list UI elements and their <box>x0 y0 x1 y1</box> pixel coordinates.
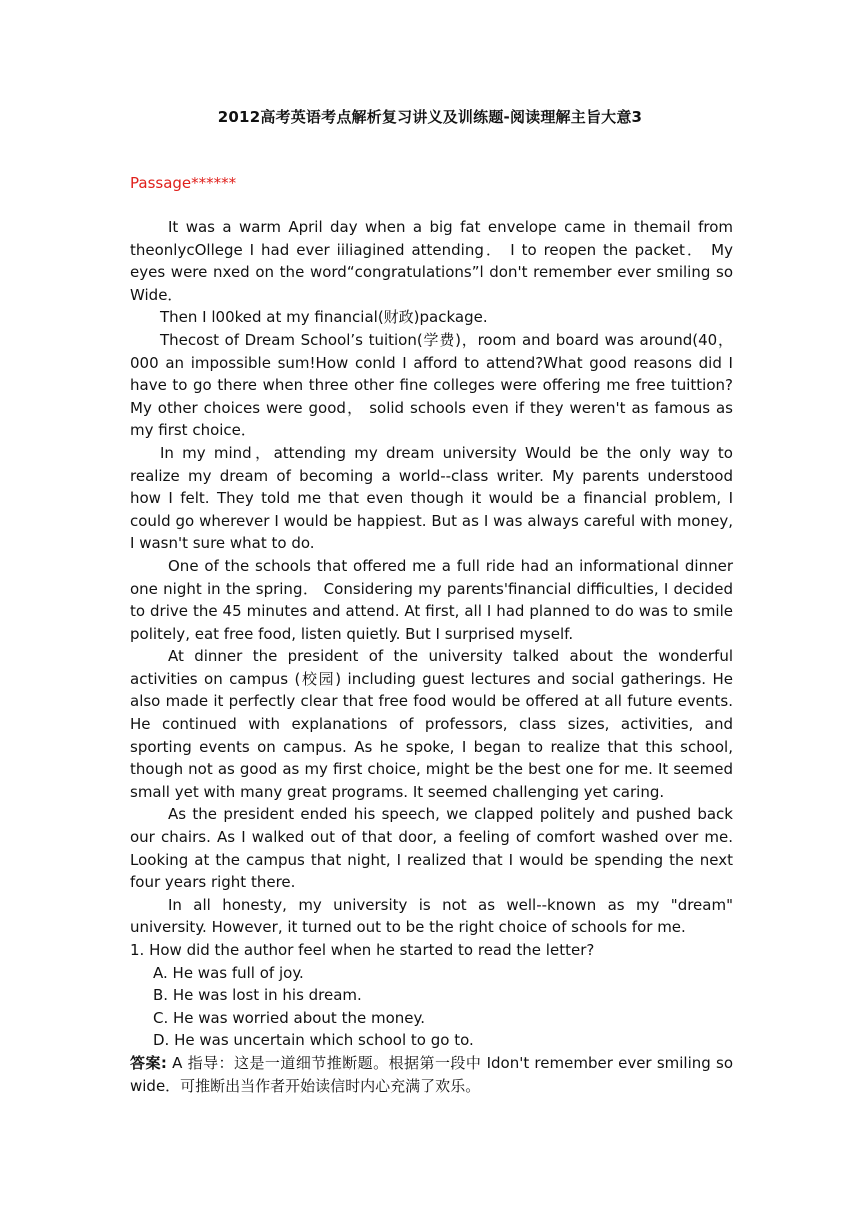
passage-label: Passage****** <box>130 174 237 192</box>
paragraph: As the president ended his speech, we clapped politely and pushed back our chairs. As I walked out of that door, a feeling of comfort washed over me. Looking at the campus that night, I realized that I would be spending the next four years right there. <box>130 805 733 892</box>
option-c: C. He was worried about the money. <box>153 1008 425 1027</box>
paragraph: At dinner the president of the university talked about the wonderful activities on campus (校园) including guest lectures and social gatherings. He also made it perfectly clear that free food would be offered at all future events. He continued with explanations of professors, class sizes, activities, and sporting events on campus. As he spoke, I began to realize that this school, though not as good as my first choice, might be the best one for me. It seemed small yet with many great programs. It seemed challenging yet caring. <box>130 647 733 801</box>
paragraph: It was a warm April day when a big fat envelope came in themail from theonlycOllege I had ever iiliagined attending． I to reopen the packet． My eyes were nxed on the word“congratulations”l don't remember ever smiling so Wide． <box>130 218 733 304</box>
answer-block <box>130 1052 733 1097</box>
answer-label: 答案: <box>130 1053 167 1072</box>
paragraph: In my mind，attending my dream university Would be the only way to realize my dream of becoming a world--class writer. My parents understood how I felt. They told me that even though it would be a financial problem, I could go wherever I would be happiest. But as I was always careful with money, I wasn't sure what to do. <box>130 443 733 553</box>
paragraph: One of the schools that offered me a full ride had an informational dinner one night in the spring． Considering my parents'financial difficulties, I decided to drive the 45 minutes and attend. At first, all I had planned to do was to smile politely, eat free food, listen quietly. But I surprised myself. <box>130 556 733 643</box>
passage-body <box>130 216 733 1097</box>
paragraph: Then I l00ked at my financial(财政)package. <box>160 308 488 327</box>
document-title: 2012高考英语考点解析复习讲义及训练题-阅读理解主旨大意3 <box>217 108 643 126</box>
answer-text: A 指导：这是一道细节推断题。根据第一段中 Idon't remember ever smiling so wide．可推断出当作者开始读信时内心充满了欢乐。 <box>130 1053 733 1095</box>
option-d: D. He was uncertain which school to go to. <box>153 1031 474 1050</box>
question-stem: 1. How did the author feel when he started to read the letter? <box>130 941 595 959</box>
paragraph: In all honesty, my university is not as well--known as my "dream" university. However, it turned out to be the right choice of schools for me. <box>130 895 733 937</box>
option-b: B. He was lost in his dream. <box>153 986 362 1005</box>
option-a: A. He was full of joy. <box>153 963 304 982</box>
paragraph: Thecost of Dream School’s tuition(学费)，room and board was around(40，000 an impossible sum!How conld I afford to attend?What good reasons did I have to go there when three other fine colleges were offering me free tuittion? My other choices were good， solid schools even if they weren't as famous as my first choice． <box>130 330 733 440</box>
